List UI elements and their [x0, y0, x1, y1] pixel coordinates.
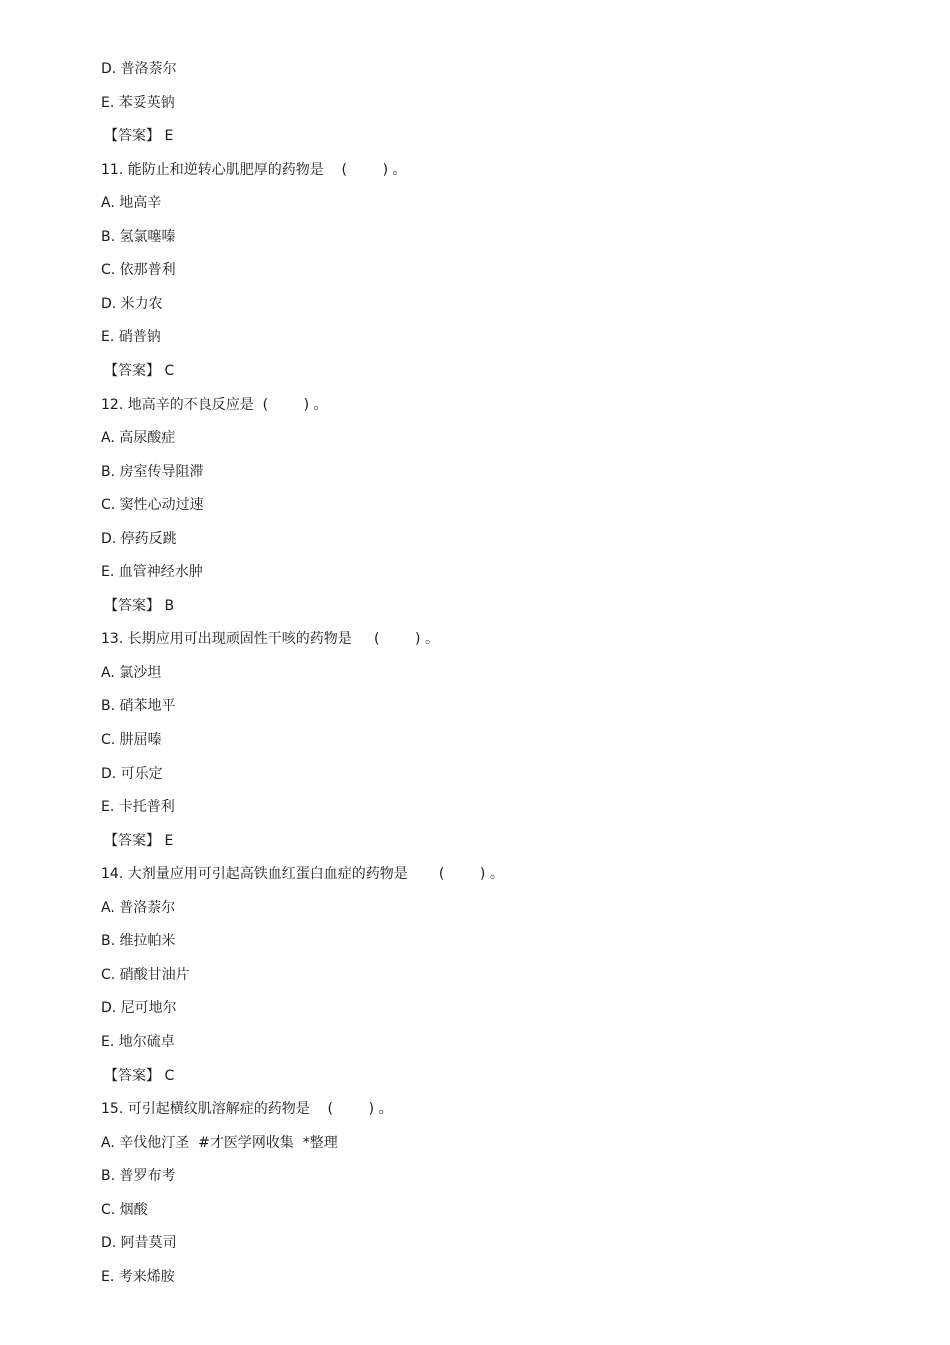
option-text: B. 普罗布考 — [101, 1168, 176, 1184]
answer-text: 【答案】 E — [104, 833, 174, 849]
question-text: 11. 能防止和逆转心肌肥厚的药物是 ( ) 。 — [101, 162, 407, 178]
option-text: A. 普洛萘尔 — [101, 900, 176, 916]
option-text: B. 房室传导阻滞 — [101, 464, 204, 480]
answer-text: 【答案】 B — [104, 598, 175, 614]
option-text: E. 血管神经水肿 — [101, 564, 203, 580]
answer-text: 【答案】 C — [104, 1068, 175, 1084]
option-text: E. 地尔硫卓 — [101, 1034, 175, 1050]
option-text: D. 停药反跳 — [101, 531, 177, 547]
option-text: D. 阿昔莫司 — [101, 1235, 177, 1251]
option-text: E. 考来烯胺 — [101, 1269, 175, 1285]
option-text: C. 硝酸甘油片 — [101, 967, 190, 983]
option-text: E. 硝普钠 — [101, 329, 161, 345]
question-text: 15. 可引起横纹肌溶解症的药物是 ( ) 。 — [101, 1101, 393, 1117]
option-text: B. 硝苯地平 — [101, 698, 176, 714]
option-text: A. 高尿酸症 — [101, 430, 176, 446]
option-text: E. 卡托普利 — [101, 799, 175, 815]
question-text: 14. 大剂量应用可引起高铁血红蛋白血症的药物是 ( ) 。 — [101, 866, 504, 882]
option-text: D. 可乐定 — [101, 766, 163, 782]
option-text: D. 普洛萘尔 — [101, 61, 177, 77]
option-text: C. 肼屈嗪 — [101, 732, 162, 748]
option-text: B. 维拉帕米 — [101, 933, 176, 949]
question-text: 13. 长期应用可出现顽固性干咳的药物是 ( ) 。 — [101, 631, 439, 647]
option-text: C. 窦性心动过速 — [101, 497, 204, 513]
option-text: B. 氢氯噻嗪 — [101, 229, 176, 245]
option-text: A. 氯沙坦 — [101, 665, 162, 681]
answer-text: 【答案】 E — [104, 128, 174, 144]
option-text: D. 尼可地尔 — [101, 1000, 177, 1016]
option-text: C. 烟酸 — [101, 1202, 148, 1218]
option-text: A. 地高辛 — [101, 195, 162, 211]
answer-text: 【答案】 C — [104, 363, 175, 379]
option-text: C. 依那普利 — [101, 262, 176, 278]
question-text: 12. 地高辛的不良反应是 ( ) 。 — [101, 397, 328, 413]
option-text: A. 辛伐他汀圣 #才医学网收集 *整理 — [101, 1135, 338, 1151]
option-text: E. 苯妥英钠 — [101, 95, 175, 111]
option-text: D. 米力农 — [101, 296, 163, 312]
